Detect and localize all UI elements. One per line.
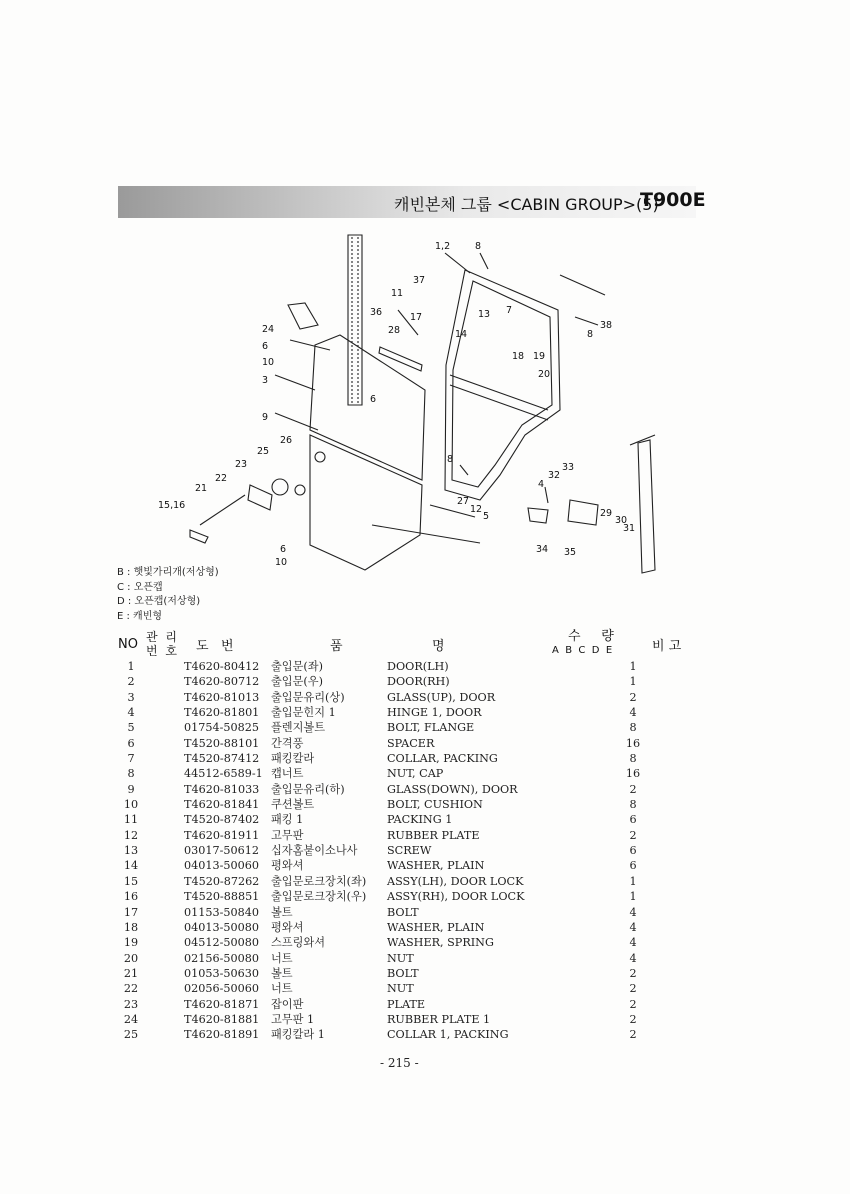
table-row <box>114 812 654 827</box>
part-name-english: NUT <box>387 982 414 996</box>
callout-label: 11 <box>391 288 404 299</box>
part-name-korean: 패킹 1 <box>271 813 304 827</box>
part-name-english: DOOR(LH) <box>387 660 449 673</box>
part-quantity: 2 <box>629 782 637 796</box>
part-code: 01153-50840 <box>184 905 259 919</box>
part-number: 20 <box>123 951 139 965</box>
page-title: 캐빈본체 그룹 <CABIN GROUP>(5) <box>394 195 659 214</box>
table-row <box>114 766 654 781</box>
table-row <box>114 828 654 843</box>
callout-label: 15,16 <box>158 500 186 511</box>
page-number: - 215 - <box>380 1056 419 1070</box>
part-number: 9 <box>127 782 135 796</box>
part-code: T4520-88851 <box>184 890 260 904</box>
part-code: T4520-87262 <box>184 874 260 888</box>
table-row <box>114 935 654 950</box>
part-name-english: NUT <box>387 951 414 965</box>
callout-label: 8 <box>475 241 482 252</box>
part-name-korean: 스프링와셔 <box>271 936 326 950</box>
part-name-english: PACKING 1 <box>387 813 453 827</box>
part-number: 6 <box>127 736 135 750</box>
callout-label: 7 <box>506 305 513 316</box>
part-quantity: 8 <box>629 721 637 735</box>
part-quantity: 2 <box>629 1012 637 1026</box>
part-name-korean: 평와셔 <box>271 920 304 934</box>
parts-table <box>114 659 654 1043</box>
part-code: T4620-80712 <box>184 675 260 689</box>
part-name-english: PLATE <box>387 997 426 1011</box>
legend-item: D : 오픈캡(저상형) <box>117 596 201 607</box>
callout-label: 14 <box>455 329 468 340</box>
callout-label: 36 <box>370 307 383 318</box>
part-number: 22 <box>123 982 139 996</box>
part-name-english: RUBBER PLATE <box>387 828 480 842</box>
part-code: T4620-81871 <box>184 997 260 1011</box>
table-row <box>114 751 654 766</box>
part-name-english: BOLT, CUSHION <box>387 798 483 812</box>
part-name-english: ASSY(RH), DOOR LOCK <box>387 890 525 904</box>
part-code: T4620-81891 <box>184 1028 260 1042</box>
part-name-korean: 출입문유리(하) <box>271 782 345 796</box>
part-name-korean: 고무판 1 <box>271 1012 315 1026</box>
col-qty-header: 수 량 <box>568 629 614 644</box>
part-number: 7 <box>127 752 135 766</box>
callout-label: 4 <box>538 479 545 490</box>
part-name-korean: 캡너트 <box>271 767 304 781</box>
callout-label: 31 <box>623 523 636 534</box>
legend-item: B : 햇빛가리개(저상형) <box>117 567 219 578</box>
legend-item: C : 오픈캡 <box>117 581 163 593</box>
part-name-english: WASHER, PLAIN <box>387 859 485 873</box>
callout-label: 12 <box>470 504 483 515</box>
part-number: 25 <box>123 1028 139 1042</box>
part-number: 17 <box>123 905 139 919</box>
callout-label: 19 <box>533 351 546 362</box>
part-number: 15 <box>123 874 139 888</box>
callout-label: 25 <box>257 446 270 457</box>
part-name-korean: 플렌지볼트 <box>271 721 326 735</box>
callout-label: 6 <box>280 544 287 555</box>
col-name-header-a: 품 <box>330 639 343 654</box>
part-code: 44512-6589-1 <box>184 767 263 781</box>
table-row <box>114 705 654 720</box>
callout-label: 24 <box>262 324 275 335</box>
table-row <box>114 1027 654 1042</box>
part-name-korean: 출입문힌지 1 <box>271 706 336 720</box>
part-code: T4620-81911 <box>184 828 260 842</box>
table-row <box>114 951 654 966</box>
part-quantity: 16 <box>625 736 641 750</box>
part-quantity: 6 <box>629 813 637 827</box>
part-name-english: COLLAR 1, PACKING <box>387 1028 509 1042</box>
part-number: 23 <box>123 997 139 1011</box>
part-name-korean: 출입문(우) <box>271 675 323 689</box>
part-name-korean: 너트 <box>271 951 293 965</box>
part-quantity: 16 <box>625 767 641 781</box>
part-quantity: 8 <box>629 752 637 766</box>
col-no-header: NO <box>118 637 138 652</box>
callout-label: 34 <box>536 544 549 555</box>
table-row <box>114 690 654 705</box>
part-quantity: 2 <box>629 966 637 980</box>
part-number: 10 <box>123 798 139 812</box>
diagram-callouts <box>158 241 635 568</box>
part-number: 24 <box>123 1012 139 1026</box>
part-quantity: 2 <box>629 997 637 1011</box>
part-quantity: 1 <box>629 890 637 904</box>
col-remark-header: 비 고 <box>652 639 682 654</box>
model-legend <box>117 566 219 624</box>
part-quantity: 4 <box>629 905 637 919</box>
part-name-english: DOOR(RH) <box>387 675 450 689</box>
part-number: 13 <box>123 844 139 858</box>
part-code: T4620-81033 <box>184 782 260 796</box>
part-code: T4620-80412 <box>184 660 260 673</box>
part-name-english: BOLT, FLANGE <box>387 721 475 735</box>
part-number: 1 <box>127 660 135 673</box>
callout-label: 5 <box>483 511 490 522</box>
part-code: 04013-50060 <box>184 859 259 873</box>
diagram-drawing <box>150 225 680 575</box>
callout-label: 33 <box>562 462 575 473</box>
part-number: 12 <box>123 828 139 842</box>
part-code: T4620-81013 <box>184 690 260 704</box>
part-code: 01053-50630 <box>184 966 259 980</box>
part-code: T4620-81841 <box>184 798 260 812</box>
part-number: 2 <box>127 675 135 689</box>
part-quantity: 2 <box>629 828 637 842</box>
col-qty-subheader: A B C D E <box>552 645 613 656</box>
part-name-english: WASHER, PLAIN <box>387 920 485 934</box>
callout-label: 38 <box>600 320 613 331</box>
part-name-korean: 패킹칼라 <box>271 752 315 766</box>
callout-label: 8 <box>587 329 594 340</box>
part-name-english: SPACER <box>387 736 435 750</box>
part-name-english: GLASS(UP), DOOR <box>387 690 496 704</box>
part-number: 19 <box>123 936 139 950</box>
table-row <box>114 1012 654 1027</box>
part-code: 02156-50080 <box>184 951 259 965</box>
part-number: 8 <box>127 767 135 781</box>
part-name-english: ASSY(LH), DOOR LOCK <box>387 874 524 888</box>
callout-label: 13 <box>478 309 491 320</box>
part-quantity: 1 <box>629 675 637 689</box>
part-name-korean: 패킹칼라 1 <box>271 1028 325 1042</box>
table-row <box>114 797 654 812</box>
col-mgmt-header-top: 관 리 <box>146 630 179 644</box>
part-name-korean: 볼트 <box>271 905 293 919</box>
callout-label: 3 <box>262 375 269 386</box>
table-row <box>114 736 654 751</box>
part-code: T4520-87402 <box>184 813 260 827</box>
table-row <box>114 997 654 1012</box>
table-row <box>114 874 654 889</box>
table-row <box>114 920 654 935</box>
part-name-english: WASHER, SPRING <box>387 936 494 950</box>
part-quantity: 1 <box>629 660 637 673</box>
part-quantity: 2 <box>629 1028 637 1042</box>
part-name-korean: 출입문유리(상) <box>271 690 345 704</box>
exploded-parts-diagram <box>150 225 680 575</box>
callout-label: 27 <box>457 496 470 507</box>
part-number: 16 <box>123 890 139 904</box>
legend-item: E : 캐빈형 <box>117 610 163 622</box>
part-name-korean: 출입문로크장치(좌) <box>271 874 367 888</box>
part-name-english: NUT, CAP <box>387 767 444 781</box>
table-row <box>114 659 654 674</box>
part-code: 01754-50825 <box>184 721 259 735</box>
callout-label: 37 <box>413 275 426 286</box>
part-name-english: BOLT <box>387 905 419 919</box>
part-number: 4 <box>127 706 135 720</box>
col-code-header: 도 번 <box>196 639 234 654</box>
part-number: 21 <box>123 966 139 980</box>
col-name-header-b: 명 <box>432 639 445 654</box>
part-name-korean: 고무판 <box>271 828 304 842</box>
part-name-korean: 쿠션볼트 <box>271 798 315 812</box>
callout-label: 23 <box>235 459 248 470</box>
callout-label: 26 <box>280 435 293 446</box>
callout-label: 32 <box>548 470 561 481</box>
table-row <box>114 889 654 904</box>
table-row <box>114 782 654 797</box>
model-label: T900E <box>640 189 706 211</box>
part-code: T4520-88101 <box>184 736 260 750</box>
callout-label: 35 <box>564 547 577 558</box>
part-name-english: GLASS(DOWN), DOOR <box>387 782 518 796</box>
part-name-korean: 간격풍 <box>271 736 304 750</box>
part-name-korean: 십자홈붙이소나사 <box>271 844 358 858</box>
callout-label: 30 <box>615 515 628 526</box>
callout-label: 21 <box>195 483 208 494</box>
callout-label: 18 <box>512 351 525 362</box>
callout-label: 28 <box>388 325 401 336</box>
part-quantity: 6 <box>629 859 637 873</box>
part-code: 02056-50060 <box>184 982 259 996</box>
callout-label: 10 <box>275 557 288 568</box>
part-quantity: 4 <box>629 951 637 965</box>
callout-label: 8 <box>447 454 454 465</box>
part-name-korean: 평와셔 <box>271 859 304 873</box>
part-quantity: 4 <box>629 706 637 720</box>
part-code: T4620-81881 <box>184 1012 260 1026</box>
part-name-english: SCREW <box>387 844 432 858</box>
table-row <box>114 858 654 873</box>
part-name-english: BOLT <box>387 966 419 980</box>
callout-label: 9 <box>262 412 269 423</box>
part-number: 14 <box>123 859 139 873</box>
table-row <box>114 905 654 920</box>
part-quantity: 2 <box>629 690 637 704</box>
callout-label: 22 <box>215 473 228 484</box>
callout-label: 1,2 <box>435 241 451 252</box>
part-quantity: 1 <box>629 874 637 888</box>
part-code: T4520-87412 <box>184 752 260 766</box>
part-name-korean: 너트 <box>271 982 293 996</box>
part-name-korean: 출입문로크장치(우) <box>271 890 367 904</box>
callout-label: 29 <box>600 508 613 519</box>
part-code: T4620-81801 <box>184 706 260 720</box>
table-row <box>114 966 654 981</box>
part-name-korean: 잡이판 <box>271 997 304 1011</box>
part-quantity: 2 <box>629 982 637 996</box>
callout-label: 17 <box>410 312 423 323</box>
callout-label: 6 <box>370 394 377 405</box>
table-row <box>114 674 654 689</box>
part-quantity: 6 <box>629 844 637 858</box>
part-code: 04512-50080 <box>184 936 259 950</box>
part-quantity: 4 <box>629 936 637 950</box>
callout-label: 6 <box>262 341 269 352</box>
table-row <box>114 843 654 858</box>
part-name-korean: 출입문(좌) <box>271 660 323 673</box>
part-name-english: HINGE 1, DOOR <box>387 706 482 720</box>
part-quantity: 4 <box>629 920 637 934</box>
part-number: 18 <box>123 920 139 934</box>
table-row <box>114 981 654 996</box>
part-name-english: RUBBER PLATE 1 <box>387 1012 491 1026</box>
part-quantity: 8 <box>629 798 637 812</box>
part-name-korean: 볼트 <box>271 966 293 980</box>
callout-label: 10 <box>262 357 275 368</box>
table-row <box>114 720 654 735</box>
col-mgmt-header-bottom: 번 호 <box>146 644 179 658</box>
part-name-english: COLLAR, PACKING <box>387 752 498 766</box>
part-number: 5 <box>127 721 135 735</box>
part-number: 3 <box>127 690 135 704</box>
callout-label: 20 <box>538 369 551 380</box>
part-number: 11 <box>123 813 139 827</box>
part-code: 03017-50612 <box>184 844 259 858</box>
part-code: 04013-50080 <box>184 920 259 934</box>
